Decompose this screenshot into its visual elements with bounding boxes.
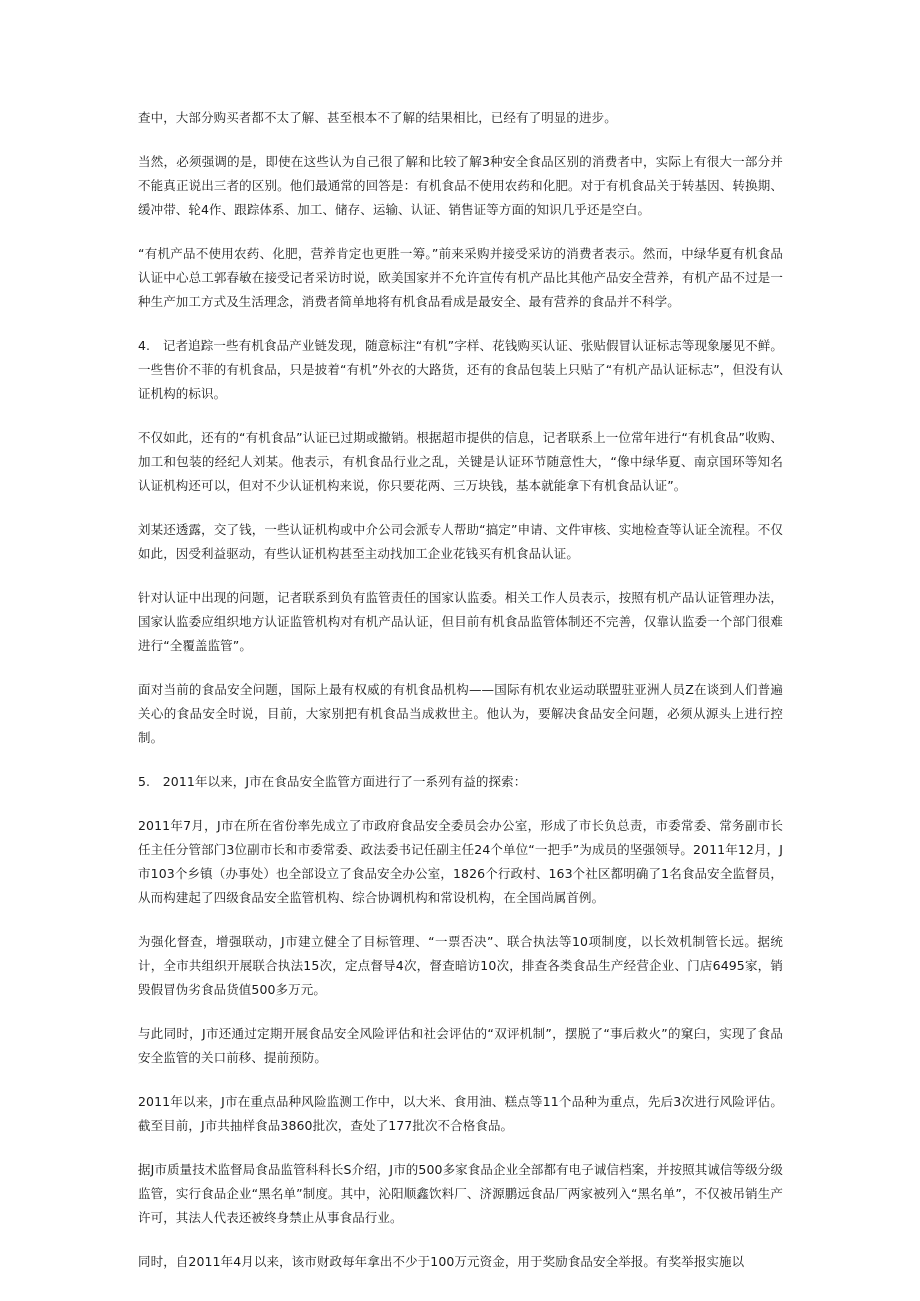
paragraph-10: 2011年7月，J市在所在省份率先成立了市政府食品安全委员会办公室，形成了市长负总责，市委常委、常务副市长任主任分管部门3位副市长和市委常委、政法委书记任副主任24个单位“一把手”为成员的坚强领导。2011年12月，J市103个乡镇（办事处）也全部设立了食品安全办公室，1826个行政村、163个社区都明确了1名食品安全监督员，从而构建起了四级食品安全监管机构、综合协调机构和常设机构，在全国尚属首例。	[138, 818, 783, 905]
paragraph-3: “有机产品不使用农药、化肥，营养肯定也更胜一筹。”前来采购并接受采访的消费者表示。然而，中绿华夏有机食品认证中心总工郭春敏在接受记者采访时说，欧美国家并不允许宣传有机产品比其他产品安全营养，有机产品不过是一种生产加工方式及生活理念，消费者简单地将有机食品看成是最安全、最有营养的食品并不科学。	[138, 246, 783, 309]
paragraph-8: 面对当前的食品安全问题，国际上最有权威的有机食品机构——国际有机农业运动联盟驻亚洲人员Z在谈到人们普遍关心的食品安全时说，目前，大家别把有机食品当成救世主。他认为，要解决食品安全问题，必须从源头上进行控制。	[138, 682, 783, 745]
paragraph-11: 为强化督查，增强联动，J市建立健全了目标管理、“一票否决”、联合执法等10项制度，以长效机制管长远。据统计，全市共组织开展联合执法15次，定点督导4次，督查暗访10次，排查各类食品生产经营企业、门店6495家，销毁假冒伪劣食品货值500多万元。	[138, 934, 783, 997]
paragraph-1: 查中，大部分购买者都不太了解、甚至根本不了解的结果相比，已经有了明显的进步。	[138, 110, 617, 125]
paragraph-4: 4. 记者追踪一些有机食品产业链发现，随意标注“有机”字样、花钱购买认证、张贴假冒认证标志等现象屡见不鲜。一些售价不菲的有机食品，只是披着“有机”外衣的大路货，还有的食品包装上只贴了“有机产品认证标志”，但没有认证机构的标识。	[138, 338, 783, 401]
paragraph-12: 与此同时，J市还通过定期开展食品安全风险评估和社会评估的“双评机制”，摆脱了“事后救火”的窠臼，实现了食品安全监管的关口前移、提前预防。	[138, 1026, 783, 1065]
paragraph-15: 同时，自2011年4月以来，该市财政每年拿出不少于100万元资金，用于奖励食品安全举报。有奖举报实施以	[138, 1254, 745, 1269]
paragraph-6: 刘某还透露，交了钱，一些认证机构或中介公司会派专人帮助“搞定”申请、文件审核、实地检查等认证全流程。不仅如此，因受利益驱动，有些认证机构甚至主动找加工企业花钱买有机食品认证。	[138, 522, 783, 561]
paragraph-9: 5. 2011年以来，J市在食品安全监管方面进行了一系列有益的探索：	[138, 774, 527, 789]
paragraph-13: 2011年以来，J市在重点品种风险监测工作中，以大米、食用油、糕点等11个品种为重点，先后3次进行风险评估。截至目前，J市共抽样食品3860批次，查处了177批次不合格食品。	[138, 1094, 783, 1133]
paragraph-14: 据J市质量技术监督局食品监管科科长S介绍，J市的500多家食品企业全部都有电子诚信档案，并按照其诚信等级分级监管，实行食品企业“黑名单”制度。其中，沁阳顺鑫饮料厂、济源鹏远食品厂两家被列入“黑名单”，不仅被吊销生产许可，其法人代表还被终身禁止从事食品行业。	[138, 1162, 783, 1225]
paragraph-7: 针对认证中出现的问题，记者联系到负有监管责任的国家认监委。相关工作人员表示，按照有机产品认证管理办法，国家认监委应组织地方认证监管机构对有机产品认证，但目前有机食品监管体制还不完善，仅靠认监委一个部门很难进行“全覆盖监管”。	[138, 590, 783, 653]
paragraph-2: 当然，必须强调的是，即使在这些认为自己很了解和比较了解3种安全食品区别的消费者中，实际上有很大一部分并不能真正说出三者的区别。他们最通常的回答是：有机食品不使用农药和化肥。对于有机食品关于转基因、转换期、缓冲带、轮4作、跟踪体系、加工、储存、运输、认证、销售证等方面的知识几乎还是空白。	[138, 154, 783, 217]
document-body	[138, 106, 783, 1294]
paragraph-5: 不仅如此，还有的“有机食品”认证已过期或撤销。根据超市提供的信息，记者联系上一位常年进行“有机食品”收购、加工和包装的经纪人刘某。他表示，有机食品行业之乱，关键是认证环节随意性大，“像中绿华夏、南京国环等知名认证机构还可以，但对不少认证机构来说，你只要花两、三万块钱，基本就能拿下有机食品认证”。	[138, 430, 783, 493]
